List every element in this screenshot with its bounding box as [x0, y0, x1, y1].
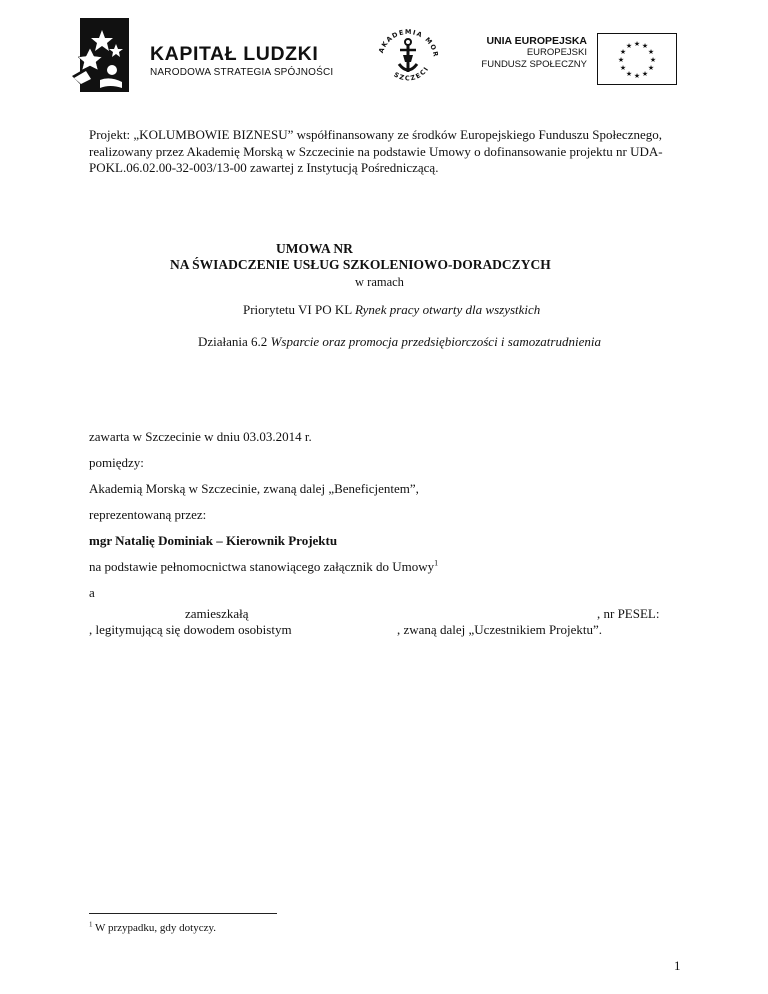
svg-text:★: ★ [633, 72, 641, 80]
kapital-ludzki-wordmark [150, 44, 333, 78]
akademia-morska-seal [372, 22, 444, 94]
eu-flag [597, 33, 677, 85]
participant-text: , zwaną dalej „Uczestnikiem Projektu”. [397, 622, 603, 637]
kapital-ludzki-title: KAPITAŁ LUDZKI [150, 43, 319, 65]
action-line [198, 334, 601, 350]
svg-text:★: ★ [625, 70, 633, 78]
footnote-number: 1 [89, 920, 93, 929]
kapital-ludzki-subtitle: NARODOWA STRATEGIA SPÓJNOŚCI [150, 67, 334, 78]
action-name: Wsparcie oraz promocja przedsiębiorczości i samozatrudnienia [270, 334, 601, 349]
represented-line: reprezentowaną przez: [89, 507, 207, 522]
kapital-ludzki-logo [72, 18, 129, 92]
svg-text:★: ★ [647, 48, 655, 56]
pesel-text: , nr PESEL: [597, 606, 660, 621]
svg-text:★: ★ [649, 56, 657, 64]
concluded-line: zawarta w Szczecinie w dniu 03.03.2014 r. [89, 429, 312, 444]
svg-text:SZCZECIN: SZCZECI [392, 64, 431, 83]
eu-label-line3: FUNDUSZ SPOŁECZNY [481, 59, 587, 70]
priority-line [243, 302, 540, 318]
power-of-attorney-text: na podstawie pełnomocnictwa stanowiącego załącznik do Umowy [89, 559, 435, 574]
page-number: 1 [674, 958, 681, 973]
eu-label [462, 35, 587, 71]
and-line: a [89, 585, 95, 600]
priority-name: Rynek pracy otwarty dla wszystkich [354, 302, 541, 317]
power-of-attorney-line [89, 559, 438, 575]
svg-text:★: ★ [619, 48, 627, 56]
action-prefix: Działania 6.2 [198, 334, 271, 349]
svg-text:★: ★ [619, 64, 627, 72]
svg-text:★: ★ [617, 56, 625, 64]
within-label: w ramach [355, 275, 404, 289]
kapital-ludzki-emblem-icon [72, 18, 129, 92]
contract-subtitle: NA ŚWIADCZENIE USŁUG SZKOLENIOWO-DORADCZYCH [170, 257, 551, 272]
residing-text: zamieszkałą [185, 606, 249, 621]
beneficiary-line: Akademią Morską w Szczecinie, zwaną dalej „Beneficjentem”, [89, 481, 419, 496]
footnote-text: W przypadku, gdy dotyczy. [92, 922, 217, 934]
footnote-separator [89, 913, 277, 914]
svg-text:AKADEMIA MORSKA: AKADEMIA MOR [377, 27, 440, 59]
footnote-reference: 1 [434, 558, 439, 568]
footnote [89, 922, 216, 934]
representative-line: mgr Natalię Dominiak – Kierownik Projektu [89, 533, 338, 548]
svg-text:★: ★ [641, 42, 649, 50]
project-notice: Projekt: „KOLUMBOWIE BIZNESU” współfinansowany ze środków Europejskiego Funduszu Społecznego, realizowany przez Akademię Morską w Szczecinie na podstawie Umowy o dofinansowanie projektu nr UDA-POKL.06.02.00-32-003/13-00 zawartej z Instytucją Pośredniczącą. [89, 127, 663, 175]
svg-text:★: ★ [625, 42, 633, 50]
priority-prefix: Priorytetu VI PO KL [243, 302, 355, 317]
svg-text:★: ★ [647, 64, 655, 72]
maritime-university-seal-icon [372, 22, 444, 94]
eu-label-line1: UNIA EUROPEJSKA [486, 35, 587, 47]
between-line: pomiędzy: [89, 455, 144, 470]
id-card-text: , legitymującą się dowodem osobistym [89, 622, 292, 637]
contract-title: UMOWA NR [276, 241, 353, 256]
eu-label-line2: EUROPEJSKI [526, 47, 587, 58]
eu-flag-icon [597, 33, 677, 85]
svg-text:★: ★ [641, 70, 649, 78]
svg-text:★: ★ [633, 40, 641, 48]
